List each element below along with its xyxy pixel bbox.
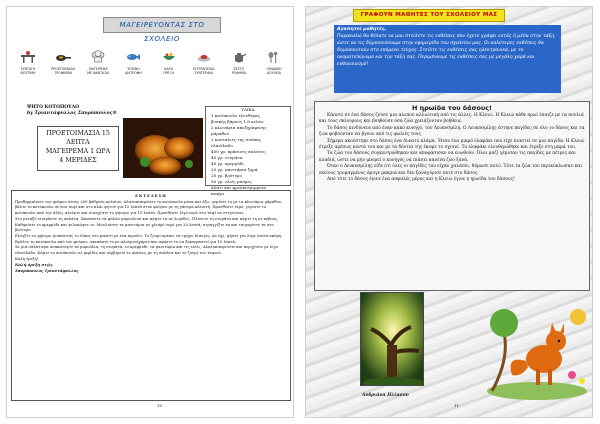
story-paragraph: Το δάσος κινδύνευε από έναν κακό κυνηγό, τον Λευκοσμίλη. Ο Λευκοσμίλης έστηνε παγίδες σε όλο το δάσος και τα ζώα φοβούνταν να βγουν από τις φωλιές τους. <box>319 125 585 138</box>
ingredient-item: πιπέρι <box>211 191 225 196</box>
icon-cell-2 <box>81 49 115 75</box>
cooking-banner: ΜΑΓΕΙΡΕΥΟΝΤΑΣ ΣΤΟ ΣΧΟΛΕΙΟ <box>103 17 221 33</box>
story-paragraph: Όταν ο Λευκοσμίλης είδε ότι όλες οι παγίδες του είχαν χαλάσει, θύμωσε πολύ. Τότε τα ζώα τον περικύκλωσαν και εκείνος τρομαγμένος έφυγε μακριά και δεν ξαναγύρισε ποτέ στο δάσος. <box>319 164 583 176</box>
info-line: ΠΡΟΕΤΟΙΜΑΣΙΑ 15 <box>46 130 110 137</box>
icon-label: ΟΜΑΔΙΚΗ ΔΟΥΛΕΙΑ <box>266 67 282 75</box>
roast-chicken-photo <box>123 118 203 178</box>
ingredient-item: 1 κοτόπουλο ελευθέρας <box>211 113 261 118</box>
pan-icon <box>54 49 72 65</box>
icon-label: ΣΥΝΤΑΓΗ ΝΟΣΤΙΜΗ <box>20 67 36 75</box>
spoon-icon <box>265 49 283 65</box>
table-icon <box>19 49 37 65</box>
cooking-icons-row <box>11 49 291 75</box>
icon-cell-0 <box>11 49 45 75</box>
ingredient-item: 400 γρ. πράσινες σαλάτες <box>211 149 266 154</box>
execution-signature: Καλή όρεξη στ@ς <box>15 262 53 268</box>
page-number: 11 <box>454 403 460 408</box>
icon-label: ΠΡΟΕΤΟΙΜΑΣΙΑ ΤΡΟΦΙΜΩΝ <box>50 67 76 75</box>
execution-paragraph: Προθερμαίνετε τον φούρνο στους 200 βαθμούς κελσίου. Αλατοπιπερώστε το κοτόπουλο μέσα και έξω, γεμίστε το με τα κλωνάρια μάραθου, βάλτε το κοτόπουλο σε ένα ταψί και στο πλάι ψητού για 15 λεπτά στον φούρνο με τη γάστρα κλειστή. Προσθέστε νερό, γυρίστε το κοτόπουλο από την άλλη, αλείψτε και συνεχίστε το ψήσιμο για 15 λεπτά. Προσθέστε λίγο νερό στο ταψί αν στεγνώσει. <box>15 199 283 216</box>
ingredient-item: αλάτι και φρεσκοτριμμένο <box>211 185 267 190</box>
ingredient-item: 2 κουταλιές της σούπας <box>211 137 262 142</box>
story-paragraph: Σήμερα ακούστηκε στο δάσος ένα δυνατό κλάμα. Ήταν ένα μικρό ελαφάκι που είχε πιαστεί σε μια παγίδα. Η Κλειώ έτρεξε αμέσως κοντά του και με τα δόντια της έκοψε το σχοινί. Το ελαφάκι ελευθερώθηκε και έτρεξε στη μαμά του. <box>319 138 585 151</box>
ingredient-item: 2 κλωνάρια αποξηραμένης <box>211 125 267 130</box>
ingredient-item: 50 γρ. ελιές μαύρες <box>211 179 252 184</box>
story-paragraph: Κάποτε σε ένα δάσος ζούσε μια αλεπού αλλιώτικη από τις άλλες. Η Κλειώ. Η Κλειώ κάθε πρωί έπαιζε με τα πουλιά και τους σκίουρους και βοηθούσε όσα ζώα χρειάζονταν βοήθεια. <box>319 113 584 125</box>
icon-cell-7 <box>257 49 291 75</box>
ingredient-item: μάραθου <box>211 131 230 136</box>
execution-box <box>11 190 291 401</box>
forest-tree-photo <box>360 292 424 386</box>
chef-hat-icon <box>89 49 107 65</box>
plate-icon <box>195 49 213 65</box>
fish-icon <box>124 49 142 65</box>
execution-paragraph: Στο μεταξύ ετοιμάστε τη σαλάτα. Σκουπίστε τα φύλλα μαρουλιού και κόψτε τα σε λωρίδες. Πλύνετε τη ντομάτα και κόψτε τη σε κύβους. Καθαρίστε το κρεμμύδι και ψιλοκόψτε το. Μουλιάστε τα μανιτάρια σε χλιαρό νερό για 20 λεπτά, στραγγίξτε τα και τσιγαρίστε τα στο βούτυρο. <box>15 216 279 233</box>
bowl-icon <box>160 49 178 65</box>
recipe-info-box <box>37 126 119 171</box>
icon-cell-4 <box>152 49 186 75</box>
ingredients-title: ΥΛΙΚΑ <box>241 107 255 112</box>
execution-paragraph: Ελέγξτε το ψήσιμο τρυπώντας το λίπος στο μπούτι με ένα πιρούνι. Το ζουμί πρέπει να τρέχει διαυγές. Αν όχι, ψήστε για λίγα λεπτά ακόμη. Βγάλτε το κοτόπουλο από τον φούρνο, σκεπάστε το με αλουμινόχαρτο και αφήστε το να ξεκουραστεί για 10 λεπτά. <box>15 233 283 244</box>
icon-label: ΥΓΙΕΙΝΗ ΔΙΑΤΡΟΦΗ <box>125 67 142 75</box>
ingredient-item: βοσκής βάρους 1,8 κιλών <box>211 119 264 124</box>
ingredient-item: 40 γρ. κρεμμύδι <box>211 161 244 166</box>
icon-label: ΜΑΓΕΙΡΕΜΑ ΜΕ ΦΑΝΤΑΣΙΑ <box>87 67 110 75</box>
info-line: 4 ΜΕΡΙΔΕΣ <box>59 157 97 164</box>
story-title: Η ηρωίδα του δάσους! <box>412 104 492 112</box>
story-paragraph: Από τότε το δάσος έγινε ένα ασφαλές μέρος και η Κλειώ έγινε η ηρωίδα του δάσους! <box>327 177 515 183</box>
left-page <box>6 6 294 418</box>
execution-paragraph: Σε μια σαλατιέρα ανακατέψτε τα μαρούλια, τη ντομάτα, το κρεμμύδι, τα μανιτάρια και τις ελιές. Αλατοπιπερώστε και περιχύστε με λίγο ελαιόλαδο. Κόψτε το κοτόπουλο σε μερίδες και σερβίρετέ το αμέσως με τη σαλάτα και το ζουμί του ταψιού. <box>15 245 279 256</box>
icon-cell-6 <box>222 49 256 75</box>
page-number: 10 <box>157 403 163 408</box>
recipe-title: ΨΗΤΟ ΚΟΤΟΠΟΥΛΟ <box>27 105 80 110</box>
ingredient-item: 20 γρ. βούτυρο <box>211 173 242 178</box>
info-line: ΜΑΓΕΙΡΕΜΑ 1 ΩΡΑ <box>45 148 111 155</box>
students-banner: ΓΡΑΦΟΥΝ ΜΑΘΗΤΕΣ ΤΟΥ ΣΧΟΛΕΙΟΥ ΜΑΣ <box>353 9 505 22</box>
kettle-icon <box>230 49 248 65</box>
ingredient-item: ελαιόλαδο <box>211 143 233 148</box>
intro-title: Αγαπητοί μαθητές, <box>337 27 387 32</box>
icon-cell-5 <box>187 49 221 75</box>
intro-text: Παρακαλώ θα θέλατε να μου στείλετε τις εκθέσεις που έχετε γράψει εκτός ή μέσα στην τάξη, ώστε να τις δημοσιεύσουμε στην εφημερίδα του σχολείου μας. Οι καλύτερες εκθέσεις θα δημοσιευτούν στο επόμενο τεύχος. Στείλτε τις εκθέσεις σας ηλεκτρονικά, με το ονοματεπώνυμο και την τάξη σας. Περιμένουμε τις εκθέσεις σας με μεγάλη χαρά και ενθουσιασμό! <box>337 34 556 67</box>
icon-cell-3 <box>116 49 150 75</box>
story-box <box>314 101 590 291</box>
execution-signature-name: Σπυρόπουλος Τριαντάφυλλος <box>15 268 79 274</box>
icon-label: ΖΕΣΤΟ ΡΟΦΗΜΑ <box>231 67 246 75</box>
ingredient-item: 40 γρ. ντομάτα <box>211 155 243 160</box>
intro-box <box>334 25 561 93</box>
icon-label: ΚΑΛΗ ΟΡΕΞΗ <box>163 67 174 75</box>
execution-paragraph: Καλή όρεξη! <box>15 256 39 261</box>
story-paragraph: Τα ζώα του δάσους συγκεντρώθηκαν και αποφάσισαν να ενωθούν. Όλοι μαζί γέμισαν τις παγίδες με πέτρες και κλαδιά, ώστε να μην μπορεί ο κυνηγός να πιάσει κανένα ζώο ξανά. <box>319 151 576 163</box>
ingredient-item: 20 γρ. μανιτάρια ξηρά <box>211 167 258 172</box>
info-line: ΛΕΠΤΑ <box>66 139 90 146</box>
icon-label: ΕΠΙΤΡΑΠΕΖΙΑ ΣΥΝΤΡΟΦΙΑ <box>193 67 215 75</box>
execution-title: ΕΚΤΕΛΕΣΗ <box>135 193 167 198</box>
recipe-author: by Τριαντάφυλλος Σπυρόπουλος® <box>27 111 117 116</box>
right-page <box>305 6 593 418</box>
ingredients-box <box>205 106 291 196</box>
story-writer: Ανδριάνα Ηλίασου <box>362 393 409 398</box>
icon-cell-1 <box>46 49 80 75</box>
fox-illustration <box>482 295 592 401</box>
